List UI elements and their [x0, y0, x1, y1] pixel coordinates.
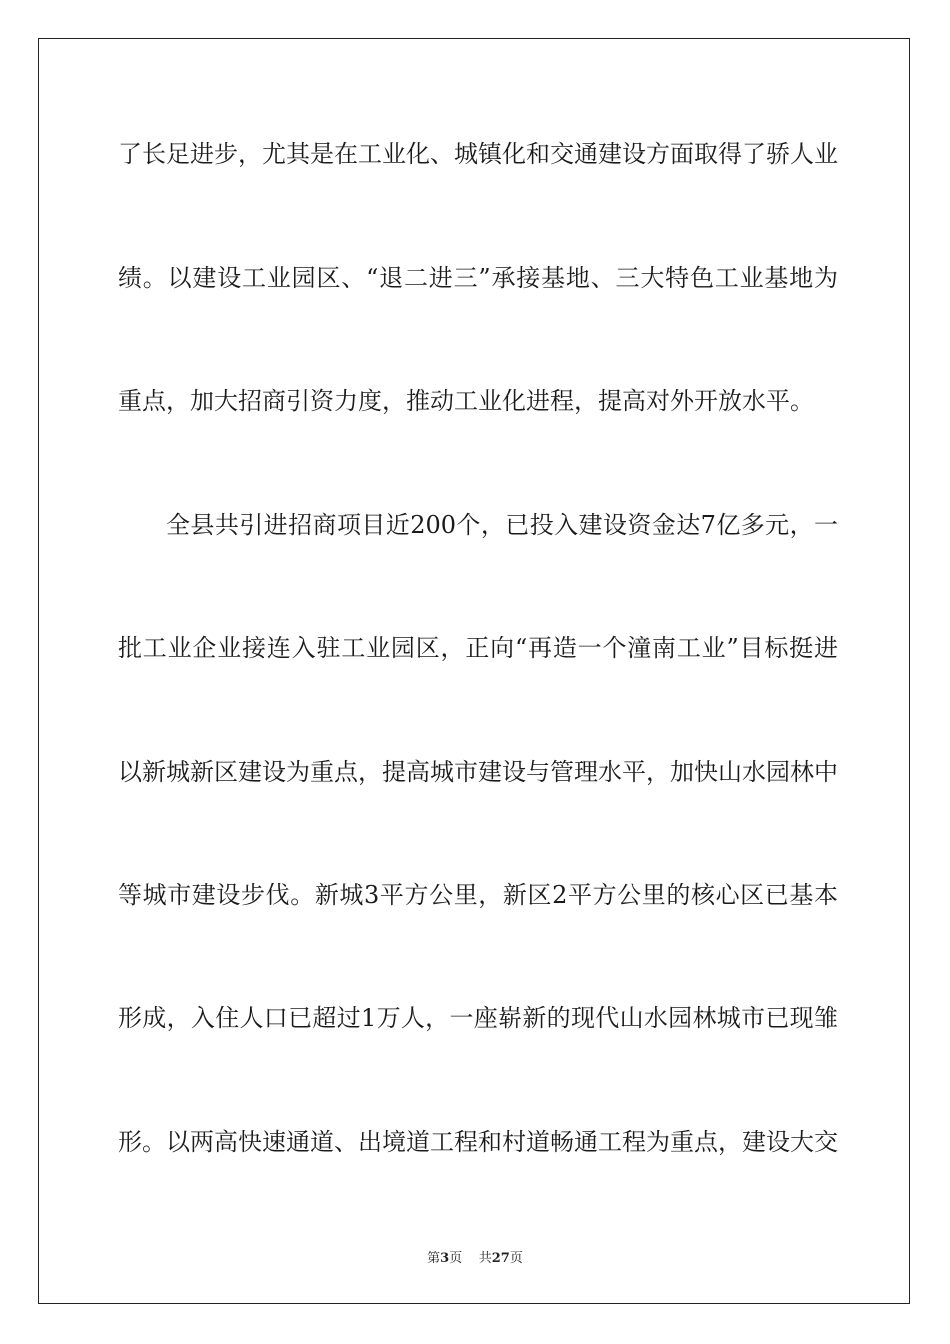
body-text-line: 形成，入住人口已超过1万人，一座崭新的现代山水园林城市已现雏	[118, 1004, 838, 1032]
page-border	[38, 38, 910, 1304]
total-pages: 27	[491, 1251, 510, 1266]
body-text-line: 形。以两高快速通道、出境道工程和村道畅通工程为重点，建设大交	[118, 1128, 838, 1156]
total-prefix: 共	[478, 1251, 492, 1266]
body-text-line: 了长足进步，尤其是在工业化、城镇化和交通建设方面取得了骄人业	[118, 140, 838, 168]
page-number: 3	[440, 1251, 450, 1266]
body-text-line: 以新城新区建设为重点，提高城市建设与管理水平，加快山水园林中	[118, 758, 838, 786]
page-suffix: 页	[449, 1251, 463, 1266]
body-text-line: 等城市建设步伐。新城3平方公里，新区2平方公里的核心区已基本	[118, 881, 838, 909]
page-prefix: 第	[427, 1251, 441, 1266]
body-text-line: 全县共引进招商项目近200个，已投入建设资金达7亿多元，一	[166, 511, 838, 539]
body-text-line: 批工业企业接连入驻工业园区，正向“再造一个潼南工业”目标挺进	[118, 634, 838, 662]
body-text-line: 绩。以建设工业园区、“退二进三”承接基地、三大特色工业基地为	[118, 264, 838, 292]
page-footer	[0, 1247, 950, 1266]
body-text-line: 重点，加大招商引资力度，推动工业化进程，提高对外开放水平。	[118, 387, 814, 415]
total-suffix: 页	[509, 1251, 523, 1266]
